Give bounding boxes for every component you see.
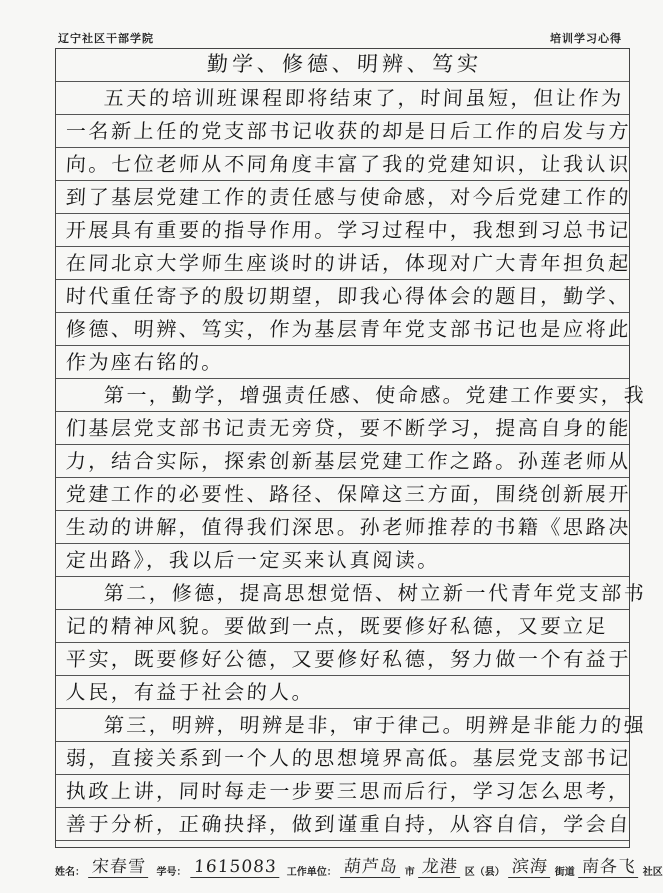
essay-text-line [56,412,632,445]
essay-text-line [56,676,629,709]
essay-text-line [56,775,632,808]
handwritten-text: 善于分析，正确抉择，做到谨重自持，从容自信，学会自 [65,812,632,836]
student-id-label: 学号： [156,867,187,878]
handwritten-text: 一名新上任的党支部书记收获的却是日后工作的启发与方 [65,119,632,143]
essay-text-line [56,445,632,478]
handwritten-text: 们基层党支部书记责无旁贷，要不断学习，提高自身的能 [65,416,632,440]
essay-text-line [56,808,632,841]
essay-text-line [56,544,629,577]
name-value: 宋春雪 [88,852,150,878]
handwritten-text: 在同北京大学师生座谈时的讲话，体现对广大青年担负起 [65,251,632,275]
work-unit-label: 工作单位： [286,867,337,878]
essay-text-line [56,181,632,214]
essay-text-line [56,742,632,775]
handwritten-text: 弱，直接关系到一个人的思想境界高低。基层党支部书记 [65,746,632,770]
name-label: 姓名： [55,867,85,878]
handwritten-text: 力，结合实际，探索创新基层党建工作之路。孙莲老师从 [65,449,632,473]
street-value: 滨海 [508,852,552,878]
essay-title: 勤学、修德、明辨、笃实 [206,52,483,76]
essay-text-line [56,379,647,412]
essay-text-line [56,511,632,544]
essay-text-line [56,709,647,742]
handwritten-text: 开展具有重要的指导作用。学习过程中，我想到习总书记 [65,218,632,242]
essay-text-line [56,82,629,115]
essay-text-line [56,313,632,346]
community-value: 南各飞 [578,852,640,878]
street-suffix: 街道 [554,867,575,878]
handwritten-text: 人民，有益于社会的人。 [65,680,316,704]
footer-info [55,852,663,878]
handwritten-text: 到了基层党建工作的责任感与使命感，对今后党建工作的 [65,185,632,209]
handwritten-text: 时代重任寄予的殷切期望，即我心得体会的题目，勤学、 [65,284,632,308]
handwritten-text: 向。七位老师从不同角度丰富了我的党建知识，让我认识 [65,152,632,176]
community-suffix: 社区 [642,867,663,878]
institute-header: 辽宁社区干部学院 [58,32,154,45]
essay-text-line [56,247,632,280]
essay-text-line [56,610,629,643]
city-suffix: 市 [404,867,415,878]
handwritten-text: 第二，修德，提高思想觉悟、树立新一代青年党支部书 [103,581,647,605]
essay-text-line [56,214,632,247]
district-value: 龙港 [418,852,462,878]
handwritten-text: 第一，勤学，增强责任感、使命感。党建工作要实，我 [103,383,647,407]
handwritten-text: 定出路》，我以后一定买来认真阅读。 [65,548,441,572]
essay-title-line [56,49,629,82]
handwritten-text: 生动的讲解，值得我们深思。孙老师推荐的书籍《思路决 [65,515,632,539]
essay-text-line [56,346,629,379]
essay-text-line [56,115,632,148]
handwritten-text: 执政上讲，同时每走一步要三思而后行，学习怎么思考， [65,779,632,803]
handwritten-text: 记的精神风貌。要做到一点，既要修好私德，又要立足 [65,614,609,638]
city-value: 葫芦岛 [340,852,402,878]
student-id-value: 1615083 [190,857,280,878]
handwritten-text: 党建工作的必要性、路径、保障这三方面，围绕创新展开 [65,482,632,506]
handwritten-text: 第三，明辨，明辨是非，审于律己。明辨是非能力的强 [103,713,647,737]
handwritten-text: 作为座右铭的。 [65,350,225,374]
essay-text-line [56,643,632,676]
handwritten-text: 五天的培训班课程即将结束了，时间虽短，但让作为 [103,86,625,110]
essay-text-line [56,148,632,181]
handwritten-text: 平实，既要修好公德，又要修好私德，努力做一个有益于 [65,647,632,671]
ruled-writing-grid [55,48,647,848]
essay-text-line [56,577,647,610]
handwritten-text: 修德、明辨、笃实，作为基层青年党支部书记也是应将此 [65,317,632,341]
essay-text-line [56,280,632,313]
district-suffix: 区（县） [464,867,505,878]
essay-text-line [56,478,632,511]
document-type-header: 培训学习心得 [550,32,622,45]
